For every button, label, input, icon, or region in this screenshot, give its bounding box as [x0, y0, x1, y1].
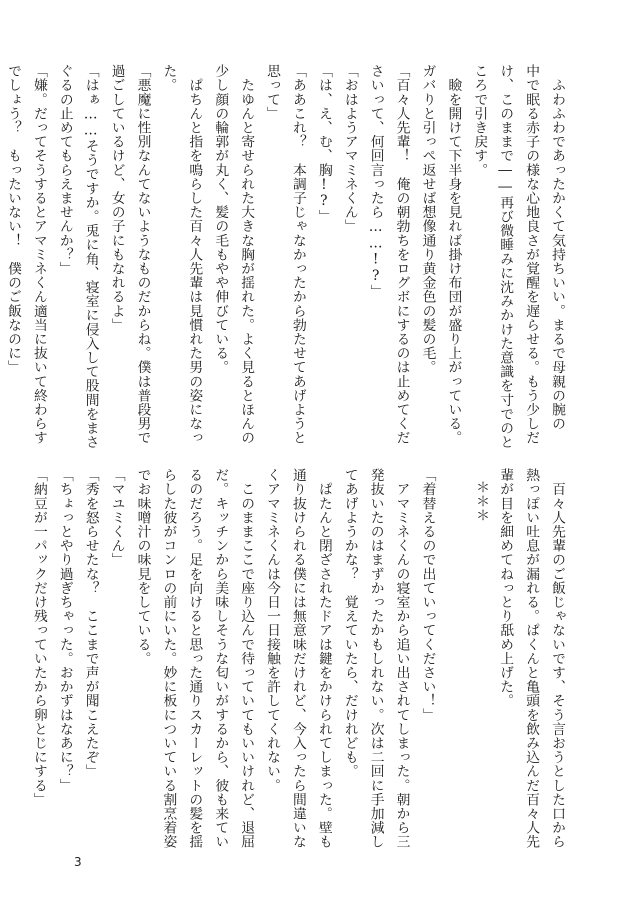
text-line: でしょう？ もったいない！ 僕のご飯なのに」: [4, 64, 21, 375]
text-line: てあげようかな？ 覚えていたら、だけれども。: [341, 468, 358, 779]
text-line: 通り抜けられる僕には無意味だけれど、今入ったら間違いな: [289, 468, 306, 849]
text-line: 中で眠る赤子の様な心地良さが覚醒を遅らせる。もう少しだ: [523, 64, 540, 445]
text-line: 思って」: [264, 64, 281, 121]
section-separator: ＊＊＊: [473, 480, 489, 523]
lower-text-block: [11, 468, 569, 856]
text-line: ふわふわであったかくて気持ちいい。まるで母親の腕の: [549, 64, 565, 431]
text-line: 「はぁ……そうですか。兎に角、寝室に侵入して股間をまさ: [82, 64, 99, 450]
text-line: るのだろう。足を向けると思った通りスカーレットの髪を揺: [186, 468, 203, 849]
page-number: 3: [74, 855, 82, 869]
text-line: くアマミネくんは今日一日接触を許してくれない。: [264, 468, 281, 793]
text-line: でお味噌汁の味見をしている。: [134, 468, 151, 666]
text-line: [439, 468, 465, 856]
text-line: ぐるの止めてもらえませんか？」: [56, 64, 73, 276]
upper-text-block: [4, 64, 569, 450]
text-line: 熱っぽい吐息が漏れる。ぱくんと亀頭を飲み込んだ百々人先: [523, 468, 540, 849]
text-line: 過ごしているけど、女の子にもなれるよ」: [108, 64, 125, 332]
text-line: アマミネくんの寝室から追い出されてしまった。朝から三: [393, 468, 410, 849]
text-line: 「秀を怒らせたな？ ここまで声が聞こえたぞ」: [82, 468, 99, 779]
text-line: さいって、何回言ったら……!?」: [367, 64, 384, 299]
text-line: [465, 468, 491, 856]
text-line: このままここで座り込んで待っていてもいいけれど、退屈: [238, 468, 255, 849]
text-line: 「嫌。だってそうするとアマミネくん適当に抜いて終わらす: [30, 64, 47, 445]
text-line: 「着替えるので出ていってください！」: [419, 468, 436, 722]
text-line: たゆんと寄せられた大きな胸が揺れた。よく見るとほんの: [238, 64, 255, 445]
text-line: らした彼がコンロの前にいた。妙に板についている割烹着姿: [160, 468, 177, 849]
text-line: 「納豆が一パックだけ残っていたから卵とじにする」: [30, 468, 47, 807]
text-line: ころで引き戻す。: [471, 64, 488, 177]
text-line: 少し顔の輪郭が丸く、髪の毛もやや伸びている。: [212, 64, 229, 375]
text-line: た。: [160, 64, 177, 93]
text-line: 「おはようアマミネくん」: [341, 64, 358, 234]
text-line: ぱちんと指を鳴らした百々人先輩は見慣れた男の姿になっ: [186, 64, 203, 445]
text-line: 発抜いたのはまずかったかもしれない。次は二回に手加減し: [367, 468, 384, 849]
text-line: 「ああこれ？ 本調子じゃなかったから勃たせてあげようと: [289, 64, 306, 445]
text-line: 「百々人先輩！ 俺の朝勃ちをログボにするのは止めてくだ: [393, 64, 410, 445]
text-line: ぱたんと閉ざされたドアは鍵をかけられてしまった。壁も: [315, 468, 332, 849]
text-line: け、このままで――再び微睡みに沈みかけた意識を寸でのと: [497, 64, 514, 450]
text-line: ガバりと引っぺ返せば想像通り黄金色の髪の毛。: [419, 64, 436, 375]
text-line: 「ちょっとやり過ぎちゃった。おかずはなあに？」: [56, 468, 73, 793]
text-line: 「マユミくん」: [108, 468, 125, 567]
text-line: 輩が目を細めてねっとり舐め上げた。: [497, 468, 514, 708]
text-line: 「悪魔に性別なんてないようなものだからね。僕は普段男で: [134, 64, 151, 445]
text-line: だ。キッチンから美味しそうな匂いがするから、彼も来てい: [212, 468, 229, 849]
text-line: 百々人先輩のご飯じゃないです、そう言おうとした口から: [549, 468, 565, 849]
text-line: 瞼を開けて下半身を見れば掛け布団が盛り上がっている。: [445, 64, 462, 445]
text-line: 「は、え、む、胸!?」: [315, 64, 332, 224]
